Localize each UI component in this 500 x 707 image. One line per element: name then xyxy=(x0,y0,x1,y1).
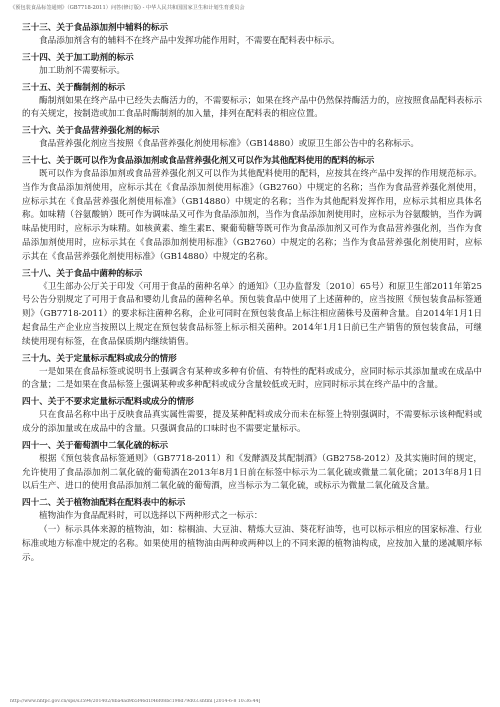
page-header: 《预包装食品标签通则》（GB7718-2011）问答(修订版) - 中华人民共和国国家卫生和计划生育委员会 xyxy=(10,5,245,11)
section-heading: 四十二、关于植物油配料在配料表中的标示 xyxy=(22,498,186,509)
section-paragraph: 酶制剂如果在终产品中已经失去酶活力的，不需要标示；如果在终产品中仍然保持酶活力的，应按照食品配料表标示的有关规定，按制造或加工食品时酶制剂的加入量，排列在配料表的相应位置。 xyxy=(22,95,482,120)
document-section xyxy=(22,22,482,49)
section-heading: 三十六、关于食品营养强化剂的标示 xyxy=(22,126,160,137)
section-heading: 三十八、关于食品中菌种的标示 xyxy=(22,268,143,279)
section-paragraph: 既可以作为食品添加剂或食品营养强化剂又可以作为其他配料使用的配料，应按其在终产品中发挥的作用规范标示。当作为食品添加剂使用，应标示其在《食品添加剂使用标准》（GB2760）中规定的名称；当作为食品营养强化剂使用，应标示其在《食品营养强化剂使用标准》（GB14880）中规定的名称；当作为其他配料发挥作用，应标示其相应具体名称。如味精（谷氨酸钠）既可作为调味品又可作为食品添加剂，当作为食品添加剂使用时，应标示为谷氨酸钠，当作为调味品使用时，应标示为味精。如核黄素、维生素E、聚葡萄糖等既可作为食品添加剂又可作为食品营养强化剂，当作为食品添加剂使用时，应标示其在《食品添加剂使用标准》（GB2760）中规定的名称；当作为食品营养强化剂使用时，应标示其在《食品营养强化剂使用标准》（GB14880）中规定的名称。 xyxy=(22,168,482,262)
document-section xyxy=(22,52,482,79)
document-section xyxy=(22,497,482,565)
section-paragraph: （一）标示具体来源的植物油，如：棕榈油、大豆油、精炼大豆油、葵花籽油等，也可以标示相应的国家标准、行业标准或地方标准中规定的名称。如果使用的植物油由两种或两种以上的不同来源的植物油构成，应按加入量的递减顺序标示。 xyxy=(22,524,482,563)
document-section xyxy=(22,155,482,265)
section-heading: 三十四、关于加工助剂的标示 xyxy=(22,52,134,63)
section-heading: 三十五、关于酶制剂的标示 xyxy=(22,82,126,93)
document-section xyxy=(22,396,482,437)
section-paragraph: 植物油作为食品配料时，可以选择以下两种形式之一标示： xyxy=(39,511,263,522)
section-paragraph: 食品营养强化剂应当按照《食品营养强化剂使用标准》（GB14880）或原卫生部公告中的名称标示。 xyxy=(39,139,419,150)
section-paragraph: 食品添加剂含有的辅料不在终产品中发挥功能作用时，不需要在配料表中标示。 xyxy=(39,36,340,46)
section-paragraph: 《卫生部办公厅关于印发〈可用于食品的菌种名单〉的通知》（卫办监督发〔2010〕65号）和原卫生部2011年第25号公告分别规定了可用于食品和婴幼儿食品的菌种名单。预包装食品中使用了上述菌种的，应当按照《预包装食品标签通则》（GB7718-2011）的要求标注菌种名称，企业可同时在预包装食品上标注相应菌株号及菌种含量。自2014年1月1日起食品生产企业应当按照以上规定在预包装食品标签上标示相关菌种。2014年1月1日前已生产销售的预包装食品，可继续使用现有标签，在食品保质期内继续销售。 xyxy=(22,281,482,347)
section-heading: 四十一、关于葡萄酒中二氧化硫的标示 xyxy=(22,440,169,451)
section-heading: 四十、关于不要求定量标示配料或成分的情形 xyxy=(22,397,194,408)
section-heading: 三十三、关于食品添加剂中辅料的标示 xyxy=(22,23,169,33)
section-paragraph: 一是如果在食品标签或说明书上强调含有某种或多种有价值、有特性的配料或成分，应同时标示其添加量或在成品中的含量；二是如果在食品标签上强调某种或多种配料或成分含量较低或无时，应同时标示其在终产品中的含量。 xyxy=(22,366,482,391)
document-section xyxy=(22,125,482,152)
document-section xyxy=(22,82,482,123)
page-footer-url: http://www.nhfpc.gov.cn/sps/s3594/201402/8ba4ad9b5f46d1f46f08bc198d79d03.shtml [2014-6-8 10:36:44] xyxy=(10,699,261,704)
document-section xyxy=(22,268,482,350)
section-list xyxy=(22,22,482,565)
section-paragraph: 加工助剂不需要标示。 xyxy=(39,65,125,76)
document-section xyxy=(22,353,482,394)
document-section xyxy=(22,440,482,494)
section-heading: 三十七、关于既可以作为食品添加剂或食品营养强化剂又可以作为其他配料使用的配料的标示 xyxy=(22,155,375,166)
section-heading: 三十九、关于定量标示配料或成分的情形 xyxy=(22,353,177,364)
section-paragraph: 只在食品名称中出于反映食品真实属性需要，提及某种配料或成分而未在标签上特别强调时，不需要标示该种配料或成分的添加量或在成品中的含量。只强调食品的口味时也不需要定量标示。 xyxy=(22,410,482,434)
section-paragraph: 根据《预包装食品标签通则》（GB7718-2011）和《发酵酒及其配制酒》（GB2758-2012）及其实施时间的规定，允许使用了食品添加剂二氧化硫的葡萄酒在2013年8月1日前在标签中标示为二氧化硫或微量二氧化硫；2013年8月1日以后生产、进口的使用食品添加剂二氧化硫的葡萄酒，应当标示为二氧化硫，或标示为微量二氧化硫及含量。 xyxy=(22,453,482,492)
document-body xyxy=(22,22,482,568)
